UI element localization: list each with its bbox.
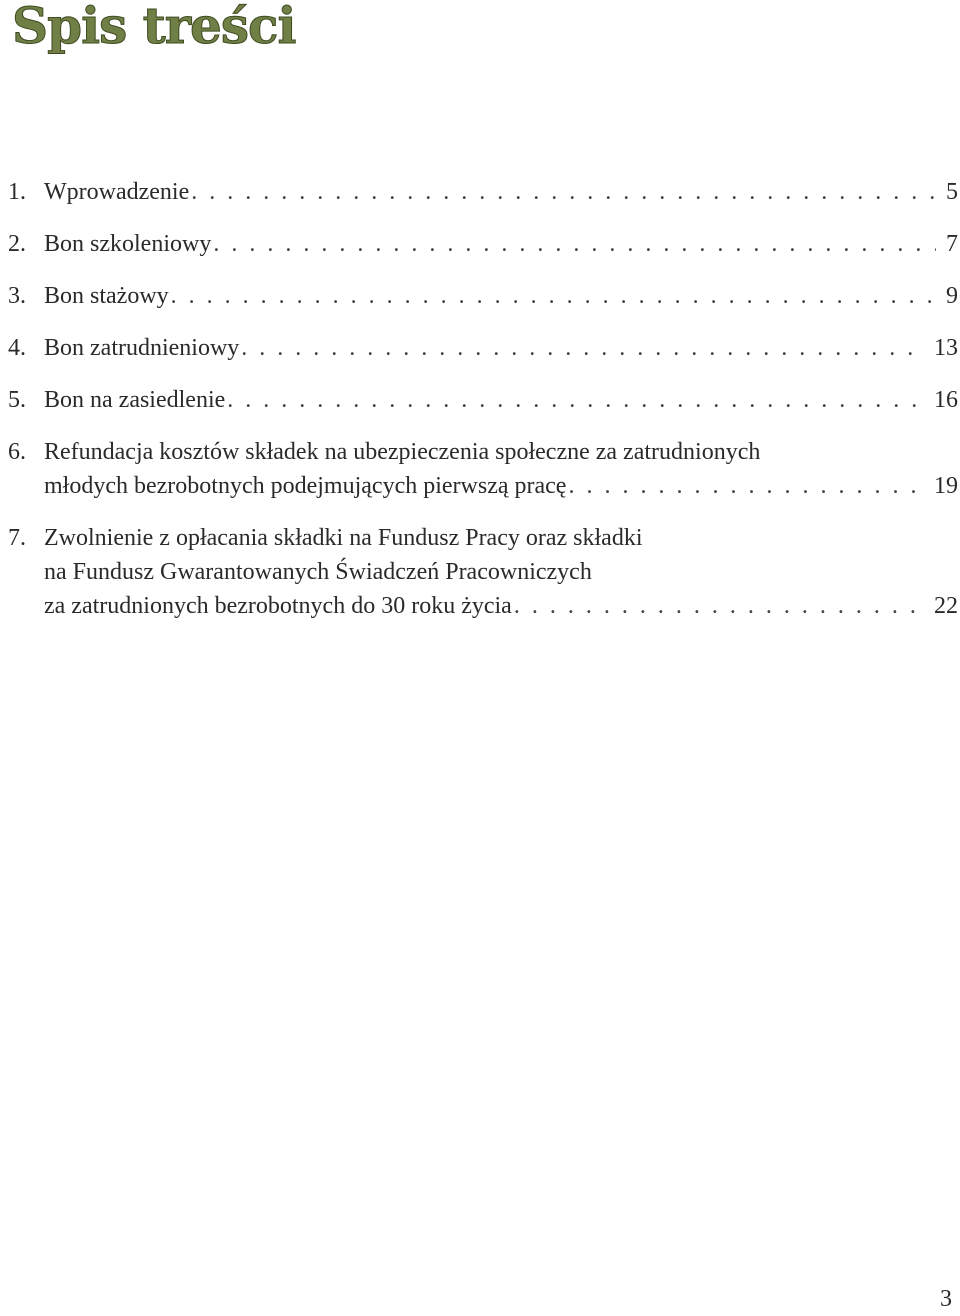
- page-title: Spis treści: [12, 0, 296, 55]
- dot-leader: [191, 175, 936, 209]
- toc-entry-title: Wprowadzenie: [44, 179, 190, 205]
- toc-entry-4[interactable]: [8, 331, 958, 365]
- dot-leader: [227, 383, 924, 417]
- dot-leader: [514, 589, 924, 623]
- toc-entry-page: 22: [934, 593, 958, 619]
- toc-entry-title: Bon zatrudnieniowy: [44, 335, 240, 361]
- dot-leader: [568, 469, 924, 503]
- toc-entry-3[interactable]: [8, 279, 958, 313]
- toc-entry-title-line: Zwolnienie z opłacania składki na Fundusz Pracy oraz składki: [44, 525, 643, 551]
- toc-entry-page: 7: [946, 231, 958, 257]
- toc-entry-number: 7.: [8, 525, 26, 551]
- toc-entry-number: 6.: [8, 439, 26, 465]
- dot-leader: [241, 331, 924, 365]
- toc-entry-7[interactable]: [8, 521, 958, 623]
- toc-entry-6[interactable]: [8, 435, 958, 503]
- toc-entry-5[interactable]: [8, 383, 958, 417]
- toc-entry-title: Bon stażowy: [44, 283, 169, 309]
- toc-entry-page: 19: [934, 473, 958, 499]
- toc-entry-number: 5.: [8, 387, 26, 413]
- toc-entry-number: 1.: [8, 179, 26, 205]
- dot-leader: [213, 227, 936, 261]
- toc-entry-2[interactable]: [8, 227, 958, 261]
- toc-entry-title-line: Refundacja kosztów składek na ubezpieczenia społeczne za zatrudnionych: [44, 439, 761, 465]
- page-number: 3: [940, 1286, 952, 1312]
- toc-entry-title: Bon szkoleniowy: [44, 231, 212, 257]
- toc-entry-page: 13: [934, 335, 958, 361]
- toc-entry-page: 5: [946, 179, 958, 205]
- toc-entry-number: 2.: [8, 231, 26, 257]
- toc-entry-title: za zatrudnionych bezrobotnych do 30 roku życia: [44, 593, 512, 619]
- toc-entry-1[interactable]: [8, 175, 958, 209]
- toc-entry-page: 16: [934, 387, 958, 413]
- toc-entry-number: 3.: [8, 283, 26, 309]
- toc-entry-title: Bon na zasiedlenie: [44, 387, 226, 413]
- dot-leader: [171, 279, 936, 313]
- toc-entry-title: młodych bezrobotnych podejmujących pierwszą pracę: [44, 473, 567, 499]
- toc-entry-number: 4.: [8, 335, 26, 361]
- toc-entry-title-line: na Fundusz Gwarantowanych Świadczeń Pracowniczych: [44, 559, 592, 585]
- table-of-contents: [8, 175, 958, 641]
- toc-entry-page: 9: [946, 283, 958, 309]
